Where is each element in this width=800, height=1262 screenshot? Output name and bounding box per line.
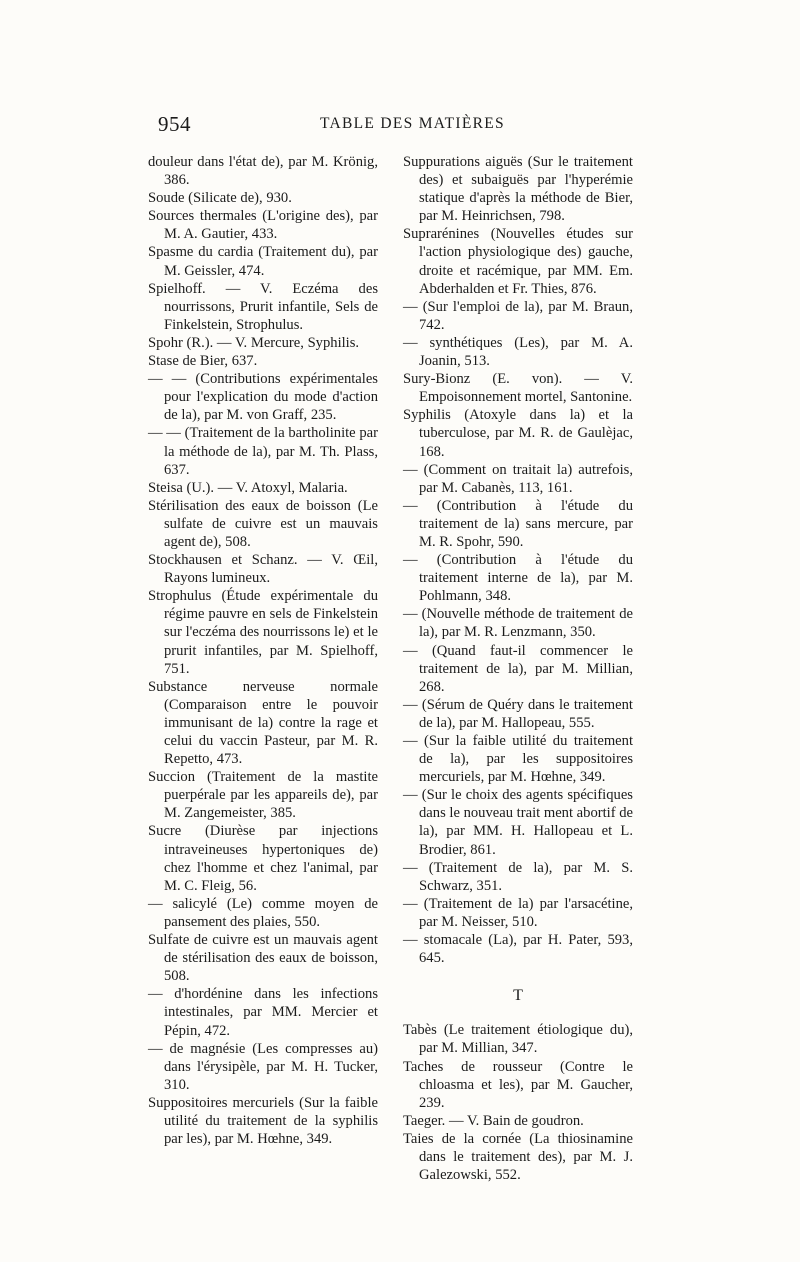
index-entry: Syphilis (Atoxyle dans la) et la tuberculose, par M. R. de Gaulèjac, 168. [403,407,633,460]
index-entry: Suppositoires mercuriels (Sur la faible utilité du traitement de la syphilis par les), par M. Hœhne, 349. [148,1094,378,1148]
page-header [158,112,648,136]
index-entry: Spasme du cardia (Traitement du), par M. Geissler, 474. [148,244,378,279]
index-entry: Suppurations aiguës (Sur le traitement des) et subaiguës par l'hyperémie statique d'après la méthode de Bier, par M. Heinrichsen, 798. [403,154,633,225]
index-entry: Stase de Bier, 637. [148,353,258,370]
index-entry: Taeger. — V. Bain de goudron. [403,1112,584,1129]
index-entry: — (Traitement de la), par M. S. Schwarz, 351. [403,859,633,894]
index-entry: — (Quand faut-il commencer le traitement de la), par M. Millian, 268. [403,642,633,695]
index-entry: Succion (Traitement de la mastite puerpérale par les appareils de), par M. Zangemeister, 385. [148,769,378,822]
index-entry: Spielhoff. — V. Eczéma des nourrissons, Prurit infantile, Sels de Finkelstein, Strophulus. [148,280,378,333]
index-entry: Sulfate de cuivre est un mauvais agent de stérilisation des eaux de boisson, 508. [148,932,378,985]
index-entry: Suprarénines (Nouvelles études sur l'action physiologique des) gauche, droite et racémique, par MM. Em. Abderhalden et Fr. Thies, 876. [403,226,633,297]
page-number: 954 [158,112,191,136]
index-entry: Soude (Silicate de), 930. [148,190,292,207]
index-entry: — (Sur la faible utilité du traitement de la), par les suppositoires mercuriels, par M. Hœhne, 349. [403,733,633,786]
index-entry: — (Contribution à l'étude du traitement de la) sans mercure, par M. R. Spohr, 590. [403,497,633,550]
index-entry: Stérilisation des eaux de boisson (Le sulfate de cuivre est un mauvais agent de), 508. [148,497,378,550]
left-column [148,153,378,1148]
index-entry: — — (Traitement de la bartholinite par la méthode de la), par M. Th. Plass, 637. [148,425,378,478]
index-entry: — — (Contributions expérimentales pour l'explication du mode d'action de la), par M. von Graff, 235. [148,371,378,424]
index-entry: — (Nouvelle méthode de traitement de la), par M. R. Lenzmann, 350. [403,606,633,641]
index-entry: — salicylé (Le) comme moyen de pansement des plaies, 550. [148,895,378,930]
index-entry: douleur dans l'état de), par M. Krönig, 386. [148,154,378,189]
index-entry: — (Sérum de Quéry dans le traitement de la), par M. Hallopeau, 555. [403,696,633,731]
index-entry: — (Sur l'emploi de la), par M. Braun, 742. [403,298,633,333]
index-entry: Steisa (U.). — V. Atoxyl, Malaria. [148,479,348,496]
index-entry: — synthétiques (Les), par M. A. Joanin, 513. [403,334,633,370]
index-entry: — stomacale (La), par H. Pater, 593, 645. [403,932,633,967]
running-title: TABLE DES MATIÈRES [320,115,505,132]
index-entry: Sources thermales (L'origine des), par M. A. Gautier, 433. [148,208,378,243]
index-entry: — (Contribution à l'étude du traitement interne de la), par M. Pohlmann, 348. [403,552,633,605]
index-entry: — d'hordénine dans les infections intestinales, par MM. Mercier et Pépin, 472. [148,986,378,1039]
index-entry: Strophulus (Étude expérimentale du régime pauvre en sels de Finkelstein sur l'eczéma des nourrissons le) et le prurit infantiles, par M. Spielhoff, 751. [148,588,378,677]
index-entry: — (Sur le choix des agents spécifiques dans le nouveau trait ment abortif de la), par MM. H. Hallopeau et L. Brodier, 861. [403,787,633,858]
index-entry: Sury-Bionz (E. von). — V. Empoisonnement mortel, Santonine. [403,371,633,406]
index-entry: Sucre (Diurèse par injections intraveineuses hypertoniques de) chez l'homme et chez l'animal, par M. C. Fleig, 56. [148,823,378,894]
index-entry: — (Comment on traitait la) autrefois, par M. Cabanès, 113, 161. [403,461,633,496]
index-entry: Taies de la cornée (La thiosinamine dans le traitement des), par M. J. Galezowski, 552. [403,1130,633,1184]
index-entry: Tabès (Le traitement étiologique du), par M. Millian, 347. [403,1022,633,1057]
index-entry: Substance nerveuse normale (Comparaison entre le pouvoir immunisant de la) contre la rage et celui du vaccin Pasteur, par M. R. Repetto, 473. [148,678,378,768]
index-entry: Stockhausen et Schanz. — V. Œil, Rayons lumineux. [148,552,378,587]
index-entry: Taches de rousseur (Contre le chloasma et les), par M. Gaucher, 239. [403,1058,633,1111]
right-column [403,153,633,1184]
section-letter: T [513,987,523,1005]
index-entry: — de magnésie (Les compresses au) dans l'érysipèle, par M. H. Tucker, 310. [148,1040,378,1093]
index-entry: — (Traitement de la) par l'arsacétine, par M. Neisser, 510. [403,895,633,930]
index-entry: Spohr (R.). — V. Mercure, Syphilis. [148,334,360,351]
